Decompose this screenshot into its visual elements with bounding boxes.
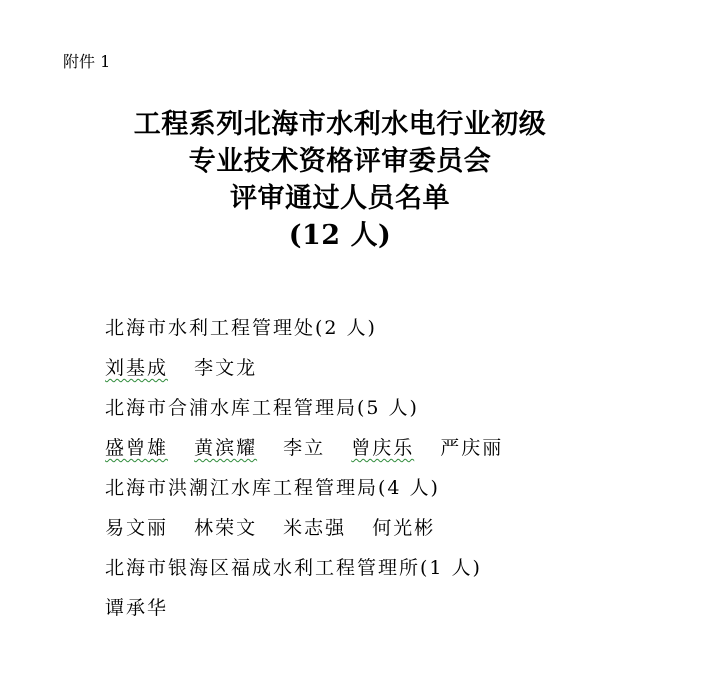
person-name: 易文丽 <box>105 517 169 539</box>
title-line-4: (12 人) <box>288 220 392 251</box>
person-name: 刘基成 <box>105 357 169 379</box>
name-list <box>105 312 685 632</box>
unit-heading-1: 北海市水利工程管理处(2 人) <box>105 317 377 339</box>
person-name: 林荣文 <box>194 517 258 539</box>
person-name: 何光彬 <box>372 517 436 539</box>
unit-heading-4: 北海市银海区福成水利工程管理所(1 人) <box>105 557 482 579</box>
person-name: 黄滨耀 <box>194 437 258 459</box>
person-name: 曾庆乐 <box>351 437 415 459</box>
person-name: 谭承华 <box>105 597 169 619</box>
unit-heading-2: 北海市合浦水库工程管理局(5 人) <box>105 397 419 419</box>
person-name: 李立 <box>283 437 326 459</box>
unit-heading-3: 北海市洪潮江水库工程管理局(4 人) <box>105 477 440 499</box>
name-row-1 <box>105 352 685 392</box>
title-line-3: 评审通过人员名单 <box>230 183 450 214</box>
person-name: 盛曾雄 <box>105 437 169 459</box>
name-row-2 <box>105 432 685 472</box>
attachment-label: 附件 1 <box>63 52 111 71</box>
name-row-4 <box>105 592 685 632</box>
title-line-2: 专业技术资格评审委员会 <box>188 146 492 177</box>
document-title <box>0 106 680 254</box>
person-name: 米志强 <box>283 517 347 539</box>
person-name: 李文龙 <box>194 357 258 379</box>
name-row-3 <box>105 512 685 552</box>
title-line-1: 工程系列北海市水利水电行业初级 <box>133 109 547 140</box>
person-name: 严庆丽 <box>440 437 504 459</box>
